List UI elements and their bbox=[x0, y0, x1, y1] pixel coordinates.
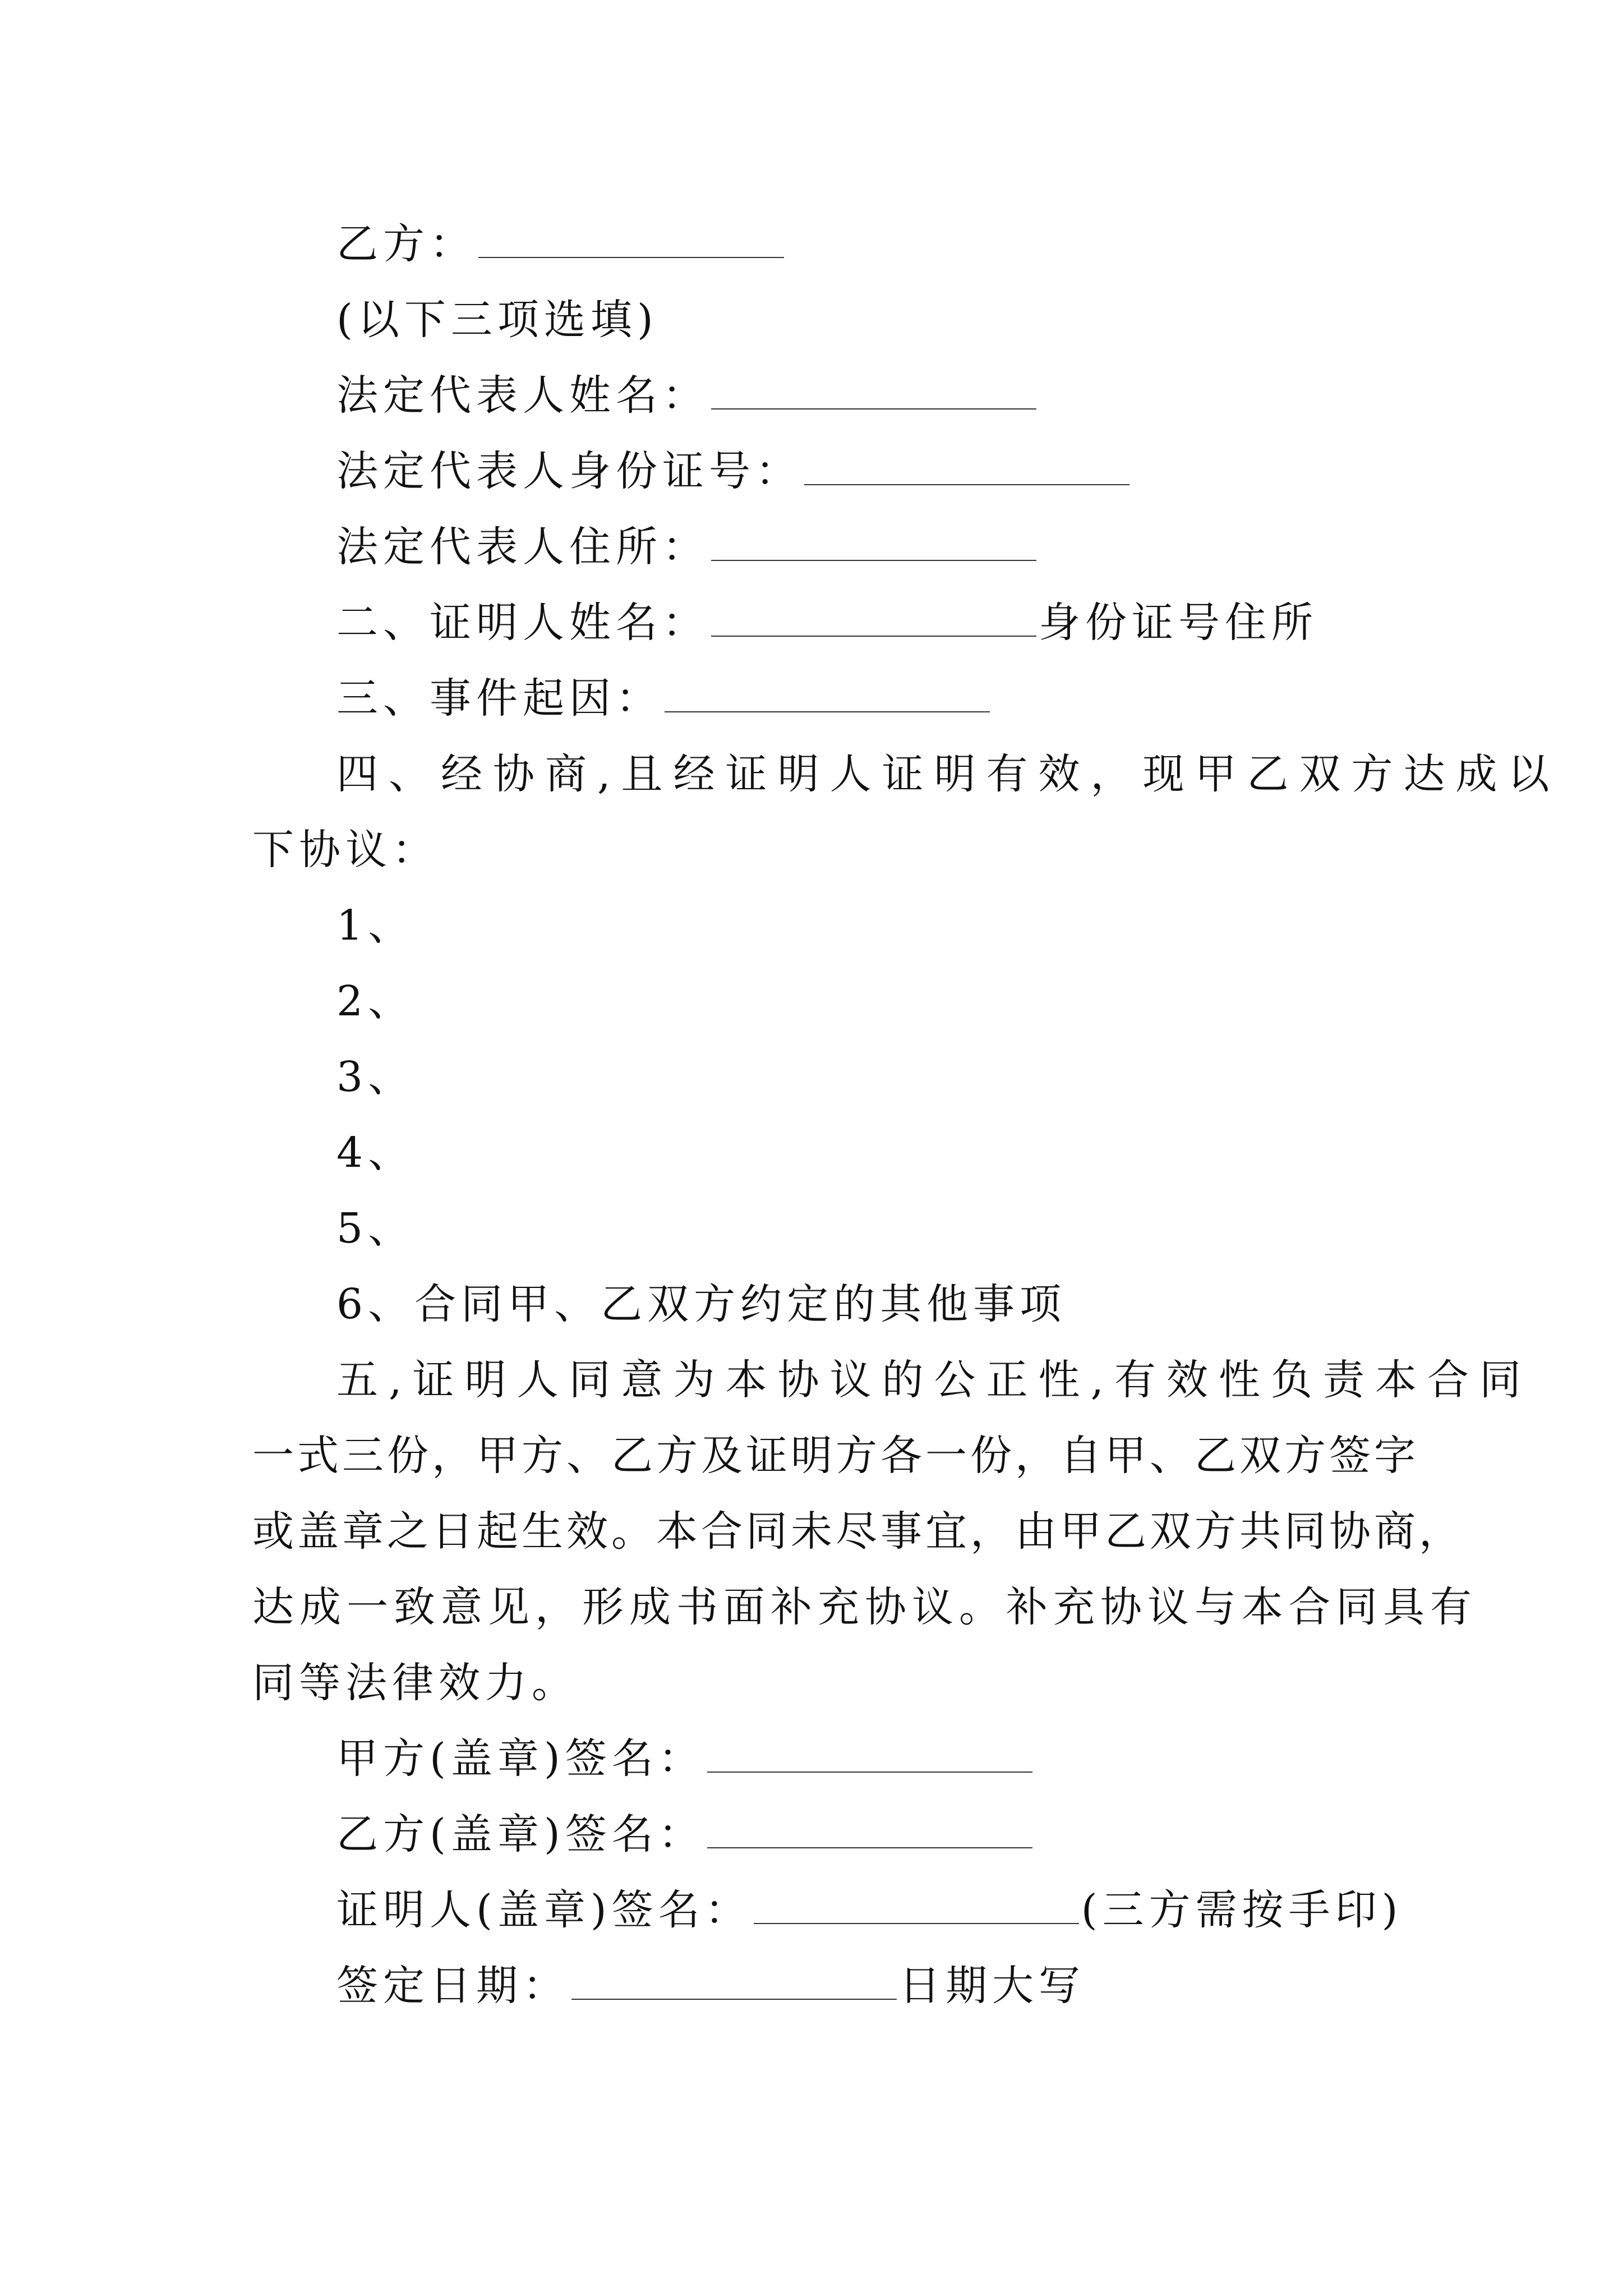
legal-rep-name-blank[interactable] bbox=[711, 369, 1036, 409]
event-cause-label: 三、事件起因： bbox=[336, 674, 662, 723]
event-cause-row bbox=[336, 670, 992, 726]
agreement-item-5: 5、 bbox=[336, 1204, 415, 1253]
party-b-label: 乙方： bbox=[336, 220, 476, 268]
party-a-signature-label: 甲方(盖章)签名： bbox=[336, 1734, 705, 1783]
section5-line4: 达成一致意见，形成书面补充协议。补充协议与本合同具有 bbox=[252, 1583, 1477, 1631]
witness-signature-row bbox=[336, 1882, 1403, 1938]
sign-date-label: 签定日期： bbox=[336, 1962, 569, 2010]
legal-rep-id-label: 法定代表人身份证号： bbox=[336, 447, 802, 495]
sign-date-note: 日期大写 bbox=[899, 1962, 1085, 2010]
section5-line1: 五,证明人同意为本协议的公正性,有效性负责本合同 bbox=[336, 1356, 1532, 1404]
agreement-item-2: 2、 bbox=[336, 977, 415, 1025]
agreement-item-4: 4、 bbox=[336, 1129, 415, 1177]
section5-line5: 同等法律效力。 bbox=[252, 1659, 578, 1707]
event-cause-blank[interactable] bbox=[665, 672, 990, 712]
section5-line3: 或盖章之日起生效。本合同未尽事宜，由甲乙双方共同协商， bbox=[252, 1507, 1464, 1556]
legal-rep-id-blank[interactable] bbox=[804, 445, 1129, 485]
section4-line2: 下协议： bbox=[252, 826, 439, 874]
optional-note: (以下三项选填) bbox=[336, 296, 658, 344]
sign-date-row bbox=[336, 1958, 1085, 2014]
party-b-signature-blank[interactable] bbox=[707, 1808, 1032, 1848]
legal-rep-address-blank[interactable] bbox=[711, 521, 1036, 561]
agreement-item-3: 3、 bbox=[336, 1053, 415, 1101]
party-b-signature-label: 乙方(盖章)签名： bbox=[336, 1810, 705, 1858]
witness-name-row bbox=[336, 595, 1318, 651]
witness-fingerprint-note: (三方需按手印) bbox=[1081, 1886, 1403, 1934]
legal-rep-name-label: 法定代表人姓名： bbox=[336, 371, 709, 420]
party-a-signature-blank[interactable] bbox=[707, 1732, 1032, 1773]
agreement-item-6: 6、合同甲、乙双方约定的其他事项 bbox=[336, 1280, 1067, 1328]
witness-signature-label: 证明人(盖章)签名： bbox=[336, 1886, 751, 1934]
sign-date-blank[interactable] bbox=[571, 1959, 897, 2000]
agreement-item-1: 1、 bbox=[336, 901, 415, 950]
legal-rep-name-row bbox=[336, 367, 1039, 424]
party-a-signature-row bbox=[336, 1731, 1035, 1787]
party-b-signature-row bbox=[336, 1806, 1035, 1862]
witness-name-blank[interactable] bbox=[711, 596, 1036, 637]
witness-signature-blank[interactable] bbox=[754, 1884, 1079, 1924]
party-b-blank[interactable] bbox=[478, 218, 784, 258]
section4-line1: 四、经协商,且经证明人证明有效，现甲乙双方达成以 bbox=[336, 750, 1560, 798]
witness-id-address-text: 身份证号住所 bbox=[1039, 599, 1318, 647]
party-b-row bbox=[336, 216, 786, 272]
legal-rep-address-label: 法定代表人住所： bbox=[336, 523, 709, 571]
legal-rep-id-row bbox=[336, 443, 1132, 499]
section5-line2: 一式三份，甲方、乙方及证明方各一份，自甲、乙双方签字 bbox=[252, 1432, 1419, 1480]
witness-name-label: 二、证明人姓名： bbox=[336, 599, 709, 647]
legal-rep-address-row bbox=[336, 519, 1039, 575]
